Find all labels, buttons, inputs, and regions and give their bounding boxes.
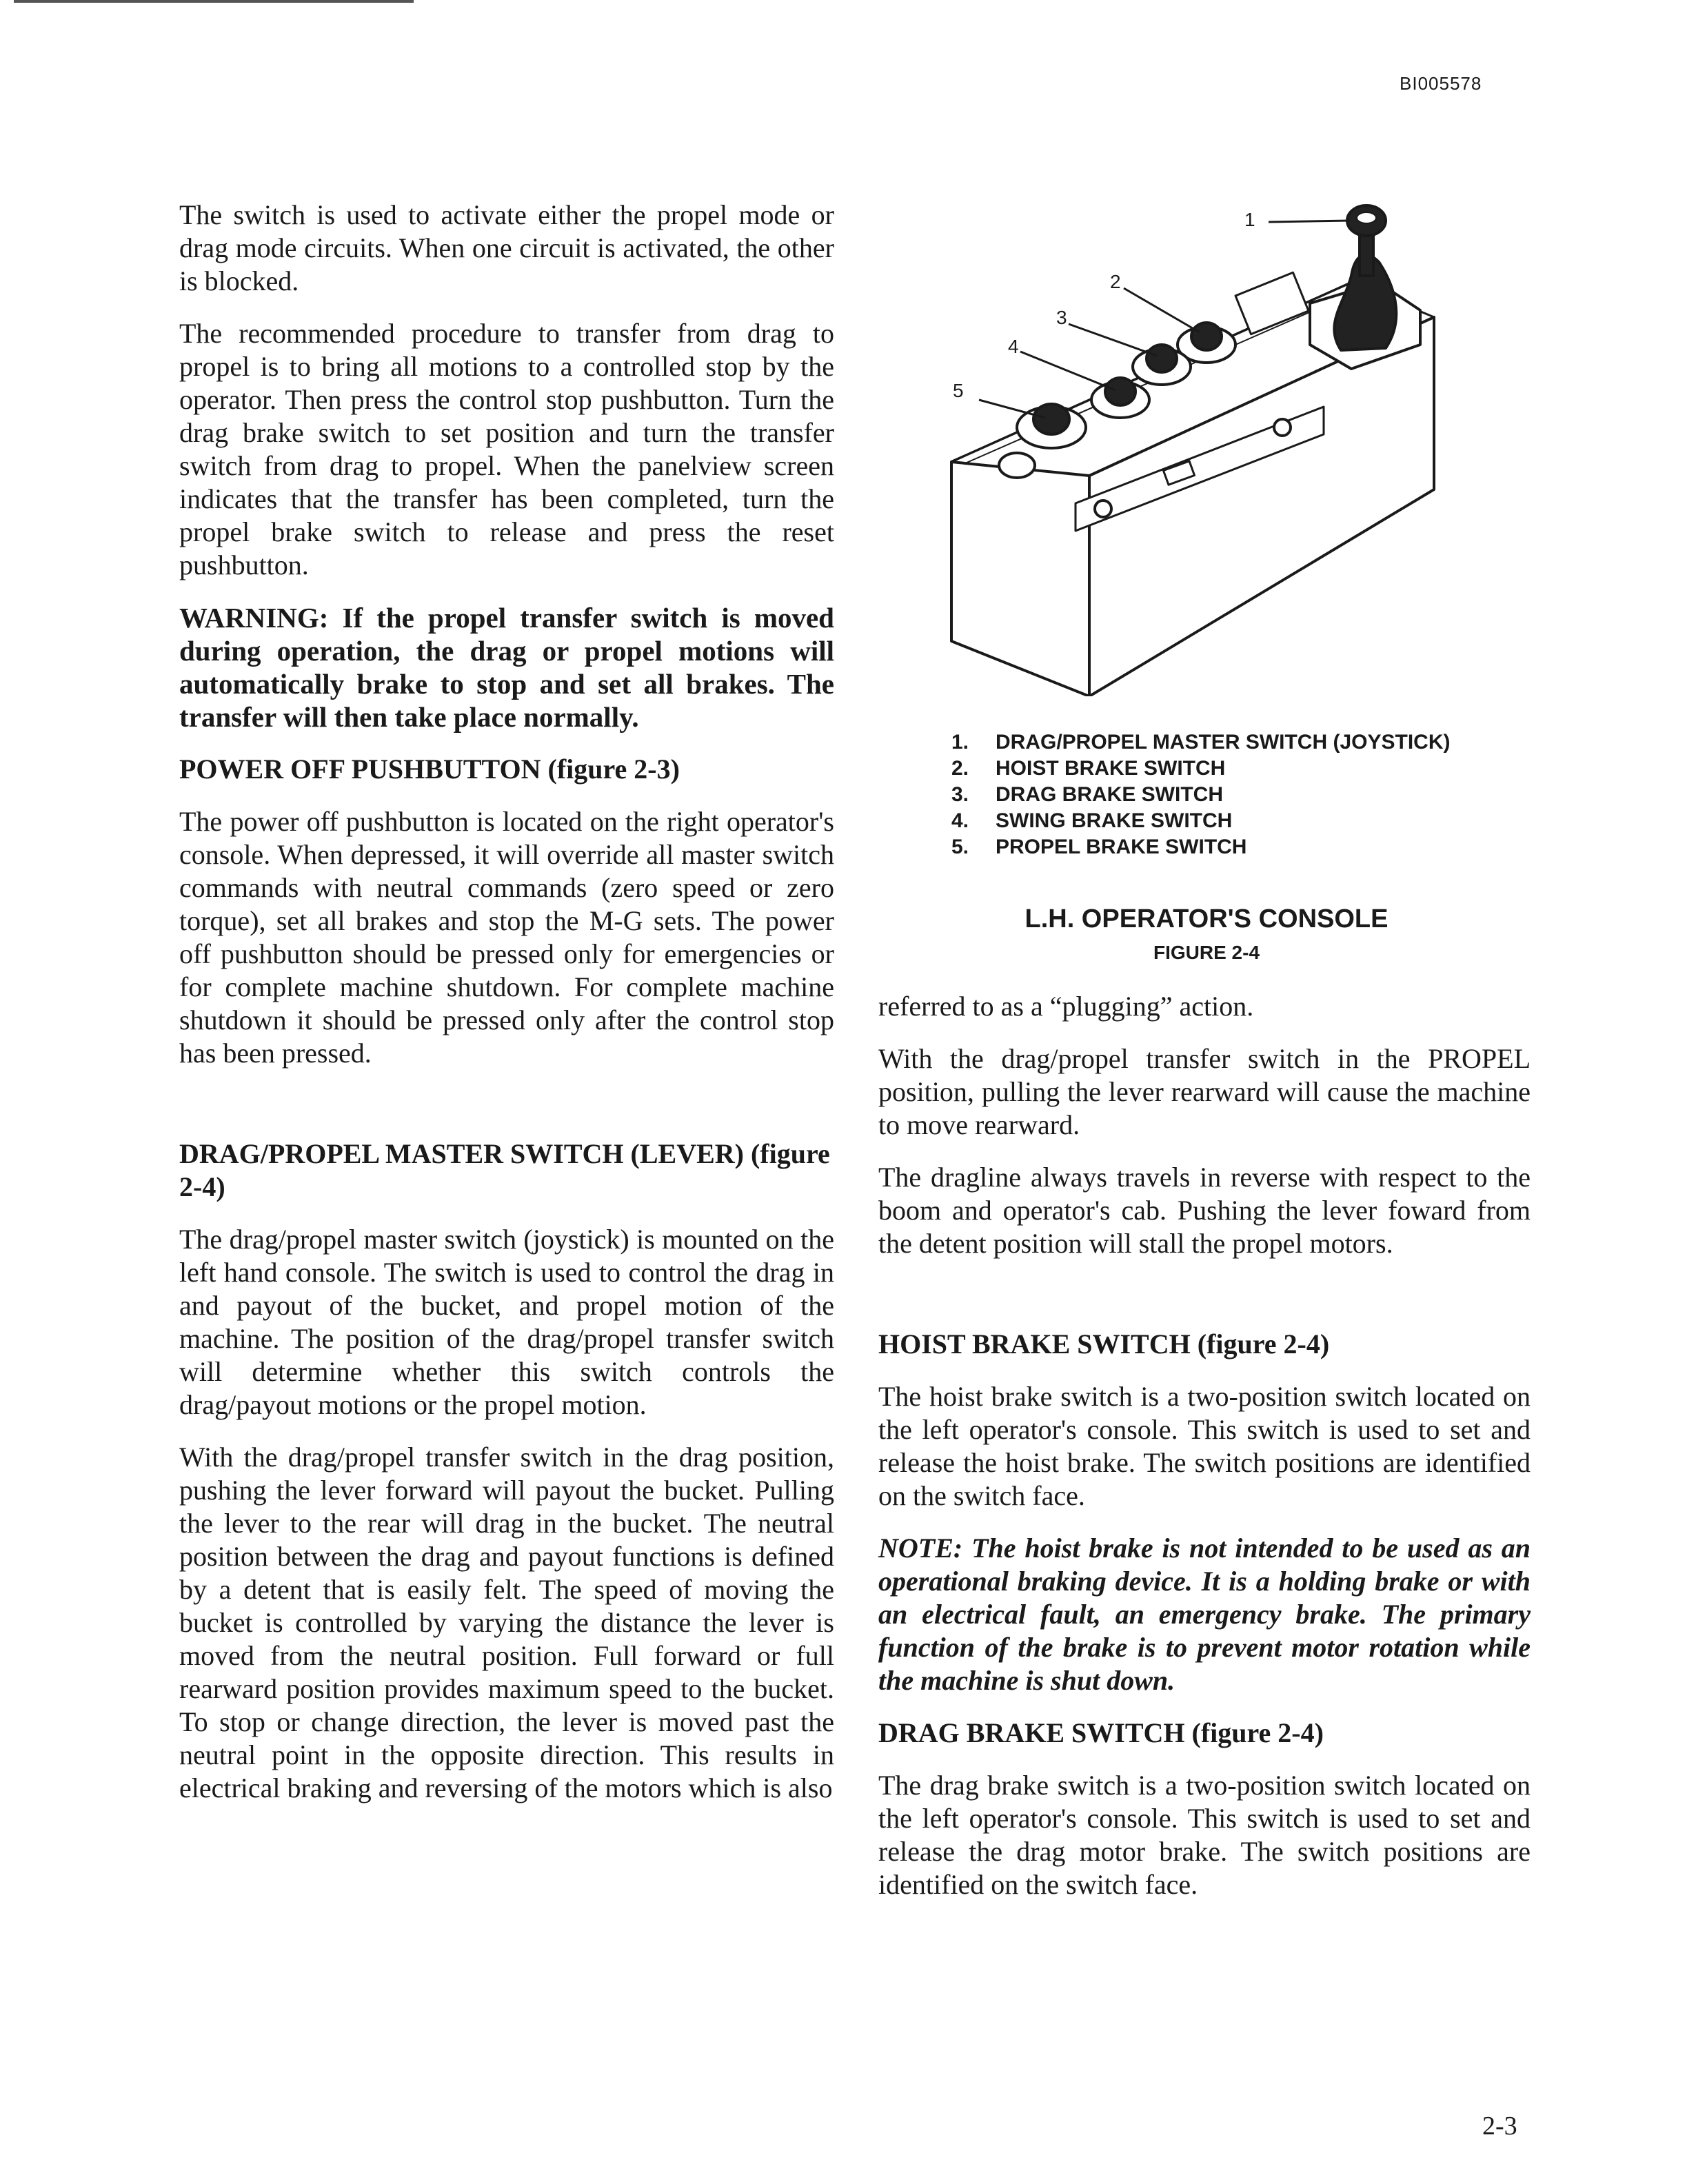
right-column <box>878 990 1531 1921</box>
legend-number: 4. <box>951 809 969 832</box>
paragraph-dragline-travel: The dragline always travels in reverse with respect to the boom and operator's cab. Pushing the lever foward from the detent position will stall the propel motors. <box>878 1162 1531 1259</box>
legend-item <box>951 756 1450 782</box>
heading-drag-brake-switch: DRAG BRAKE SWITCH (figure 2-4) <box>878 1717 1324 1748</box>
spacer <box>878 1280 1531 1328</box>
paragraph-power-off: The power off pushbutton is located on the right operator's console. When depressed, it will override all master switch commands with neutral commands (zero speed or zero torque), set all brakes and stop the M-G sets. The power off pushbutton should be pressed only for emergencies or for complete machine shutdown. For complete machine shutdown it should be pressed only after the control stop has been pressed. <box>179 806 834 1069</box>
heading-hoist-brake-switch: HOIST BRAKE SWITCH (figure 2-4) <box>878 1328 1330 1359</box>
figure-number: FIGURE 2-4 <box>1153 942 1260 963</box>
legend-label: DRAG/PROPEL MASTER SWITCH (JOYSTICK) <box>996 731 1451 754</box>
top-rule <box>14 0 414 3</box>
callout-2: 2 <box>1110 271 1121 292</box>
page-number: 2-3 <box>1482 2112 1517 2141</box>
legend-number: 5. <box>951 836 969 858</box>
document-id: BI005578 <box>1400 73 1482 94</box>
legend-item <box>951 808 1450 834</box>
callout-1: 1 <box>1244 209 1255 230</box>
leader-line-2 <box>1124 288 1200 332</box>
leader-line-4 <box>1020 352 1115 390</box>
heading-power-off-pushbutton: POWER OFF PUSHBUTTON (figure 2-3) <box>179 754 680 785</box>
paragraph-switch-purpose: The switch is used to activate either the propel mode or drag mode circuits. When one circuit is activated, the other is blocked. <box>179 199 834 296</box>
leader-line-3 <box>1069 324 1157 356</box>
power-button-shape <box>999 453 1035 478</box>
paragraph-plugging: referred to as a “plugging” action. <box>878 991 1254 1022</box>
legend-item <box>951 782 1450 808</box>
paragraph-transfer-procedure: The recommended procedure to transfer from drag to propel is to bring all motions to a controlled stop by the operator. Then press the control stop pushbutton. Turn the drag brake switch to set position and turn the transfer switch from drag to propel. When the panelview screen indicates that the transfer has been completed, turn the propel brake switch to release and press the reset pushbutton. <box>179 318 834 580</box>
paragraph-master-switch: The drag/propel master switch (joystick) is mounted on the left hand console. The switch is used to control the drag in and payout of the bucket, and propel motion of the machine. The position of the drag/propel transfer switch will determine whether this switch controls the drag/payout motions or the propel motion. <box>179 1224 834 1420</box>
console-front-face <box>951 462 1089 696</box>
callout-3: 3 <box>1056 307 1067 328</box>
legend-item <box>951 729 1450 756</box>
legend-number: 3. <box>951 783 969 806</box>
note-text: NOTE: The hoist brake is not intended to be used as an operational braking device. It is a holding brake or with an electrical fault, an emergency brake. The primary function of the brake is to prevent motor rotation while the machine is shut down. <box>878 1533 1531 1696</box>
left-column <box>179 199 834 1824</box>
callout-4: 4 <box>1008 336 1019 357</box>
figure-legend <box>951 729 1450 860</box>
heading-master-switch: DRAG/PROPEL MASTER SWITCH (LEVER) (figure 2-4) <box>179 1138 830 1202</box>
paragraph-hoist-brake: The hoist brake switch is a two-position switch located on the left operator's console. This switch is used to set and release the hoist brake. The switch positions are identified on the switch face. <box>878 1381 1531 1511</box>
spacer <box>179 1089 834 1138</box>
legend-label: DRAG BRAKE SWITCH <box>996 783 1223 806</box>
console-illustration <box>938 200 1475 696</box>
callout-5: 5 <box>953 380 964 401</box>
warning-text: WARNING: If the propel transfer switch is moved during operation, the drag or propel motions will automatically brake to stop and set all brakes. The transfer will then take place normally. <box>179 602 834 733</box>
figure-title: L.H. OPERATOR'S CONSOLE <box>1024 904 1389 933</box>
legend-item <box>951 834 1450 860</box>
paragraph-drag-position: With the drag/propel transfer switch in the drag position, pushing the lever forward will payout the bucket. Pulling the lever to the rear will drag in the bucket. The neutral position between the drag and payout functions is defined by a detent that is easily felt. The speed of moving the bucket is controlled by varying the distance the lever is moved from the neutral position. Full forward or full rearward position provides maximum speed to the bucket. To stop or change direction, the lever is moved past the neutral point in the opposite direction. This results in electrical braking and reversing of the motors which is also <box>179 1442 834 1803</box>
legend-label: HOIST BRAKE SWITCH <box>996 757 1226 780</box>
legend-label: PROPEL BRAKE SWITCH <box>996 836 1247 858</box>
legend-number: 1. <box>951 731 969 754</box>
paragraph-propel-position: With the drag/propel transfer switch in the PROPEL position, pulling the lever rearward will cause the machine to move rearward. <box>878 1043 1531 1140</box>
leader-line-1 <box>1269 221 1350 222</box>
legend-label: SWING BRAKE SWITCH <box>996 809 1233 832</box>
legend-number: 2. <box>951 757 969 780</box>
paragraph-drag-brake: The drag brake switch is a two-position switch located on the left operator's console. This switch is used to set and release the drag motor brake. The switch positions are identified on the switch face. <box>878 1770 1531 1900</box>
